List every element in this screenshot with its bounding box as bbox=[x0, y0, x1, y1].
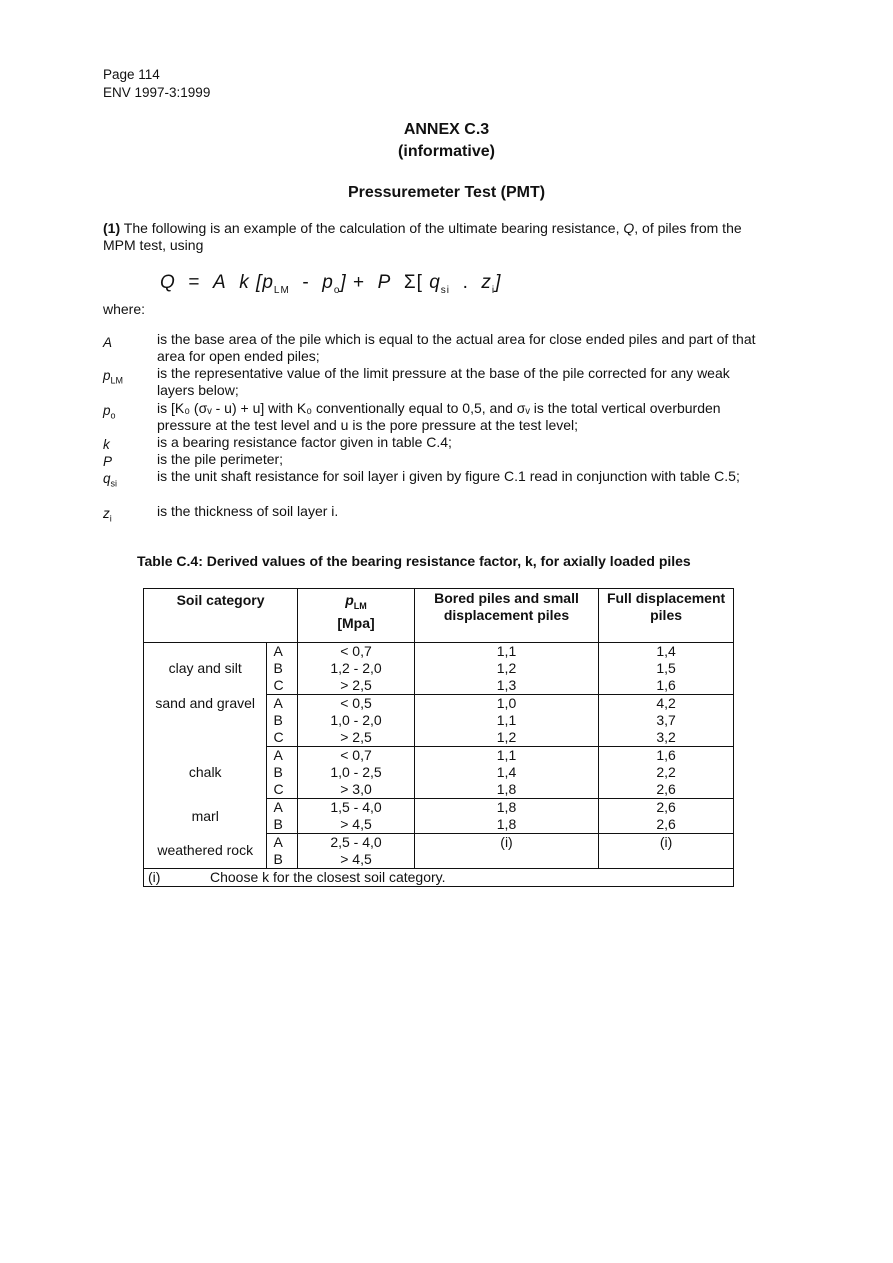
where-label: where: bbox=[103, 301, 146, 317]
bored-k-cell bbox=[414, 851, 598, 869]
plm-cell: 1,0 - 2,5 bbox=[298, 764, 415, 781]
table-row bbox=[144, 643, 734, 661]
def-text-p: is the pile perimeter; bbox=[157, 451, 284, 467]
table-row bbox=[144, 799, 734, 817]
full-k-cell: 1,5 bbox=[599, 660, 734, 677]
subclass-cell: B bbox=[267, 816, 298, 834]
plm-cell: < 0,7 bbox=[298, 643, 415, 661]
table-note: (i) Choose k for the closest soil category. bbox=[144, 869, 734, 887]
def-text-a: is the base area of the pile which is equal to the actual area for close ended piles and part of that area for open ended piles; bbox=[157, 331, 756, 364]
plm-cell: > 4,5 bbox=[298, 816, 415, 834]
bearing-resistance-table bbox=[143, 588, 734, 887]
plm-cell: 1,0 - 2,0 bbox=[298, 712, 415, 729]
subclass-cell: B bbox=[267, 851, 298, 869]
table-body bbox=[144, 643, 734, 869]
subclass-cell: C bbox=[267, 781, 298, 799]
annex-heading: Pressuremeter Test (PMT) bbox=[347, 184, 546, 201]
bored-k-cell: 1,1 bbox=[414, 643, 598, 661]
bored-k-cell: 1,8 bbox=[414, 799, 598, 817]
subclass-cell: A bbox=[267, 695, 298, 713]
bored-k-cell: 1,1 bbox=[414, 712, 598, 729]
subclass-cell: C bbox=[267, 677, 298, 695]
subclass-cell: A bbox=[267, 643, 298, 661]
full-k-cell: 2,6 bbox=[599, 781, 734, 799]
bored-k-cell: 1,3 bbox=[414, 677, 598, 695]
intro-text-b: , of piles from the MPM test, using bbox=[103, 220, 742, 253]
col-header-soil: Soil category bbox=[144, 589, 298, 643]
def-text-plm: is the representative value of the limit pressure at the base of the pile corrected for any weak layers below; bbox=[157, 365, 730, 398]
bored-k-cell: 1,8 bbox=[414, 816, 598, 834]
bored-k-cell: 1,8 bbox=[414, 781, 598, 799]
bored-k-cell: 1,4 bbox=[414, 764, 598, 781]
subclass-cell: B bbox=[267, 660, 298, 677]
full-k-cell: 1,6 bbox=[599, 677, 734, 695]
table-row bbox=[144, 747, 734, 765]
plm-cell: 2,5 - 4,0 bbox=[298, 834, 415, 852]
document-code: ENV 1997-3:1999 bbox=[103, 85, 211, 100]
def-symbol-plm: $p_{LM}$ bbox=[103, 368, 124, 386]
bored-k-cell: 1,0 bbox=[414, 695, 598, 713]
def-symbol-a: A bbox=[103, 335, 113, 350]
full-k-cell: 4,2 bbox=[599, 695, 734, 713]
plm-cell: > 2,5 bbox=[298, 677, 415, 695]
bored-k-cell: (i) bbox=[414, 834, 598, 852]
full-k-cell: 2,6 bbox=[599, 816, 734, 834]
plm-cell: > 4,5 bbox=[298, 851, 415, 869]
def-symbol-zi: $z_i$ bbox=[103, 506, 112, 524]
plm-cell: 1,2 - 2,0 bbox=[298, 660, 415, 677]
annex-title: ANNEX C.3 bbox=[403, 121, 490, 138]
col-header-plm: $p_{LM}$ [Mpa] bbox=[298, 589, 415, 643]
def-symbol-qsi: $q_{si}$ bbox=[103, 471, 118, 489]
soil-category-cell: chalk bbox=[144, 747, 267, 799]
clause-number: (1) bbox=[103, 220, 121, 236]
subclass-cell: B bbox=[267, 764, 298, 781]
soil-category-cell: clay and silt bbox=[144, 643, 267, 695]
intro-symbol: Q bbox=[623, 220, 635, 236]
page-number: Page 114 bbox=[103, 67, 160, 82]
plm-cell: 1,5 - 4,0 bbox=[298, 799, 415, 817]
def-text-k: is a bearing resistance factor given in table C.4; bbox=[157, 434, 452, 450]
full-k-cell bbox=[599, 851, 734, 869]
def-text-zi: is the thickness of soil layer i. bbox=[157, 503, 339, 519]
soil-category-cell: marl bbox=[144, 799, 267, 834]
table-row bbox=[144, 695, 734, 713]
bored-k-cell: 1,2 bbox=[414, 660, 598, 677]
table-caption: Table C.4: Derived values of the bearing resistance factor, k, for axially loaded piles bbox=[137, 553, 691, 569]
soil-category-cell: weathered rock bbox=[144, 834, 267, 869]
full-k-cell: 3,7 bbox=[599, 712, 734, 729]
plm-cell: < 0,7 bbox=[298, 747, 415, 765]
table-row bbox=[144, 834, 734, 852]
def-symbol-po: $p_o$ bbox=[103, 403, 116, 421]
def-symbol-k: k bbox=[103, 437, 110, 452]
bored-k-cell: 1,2 bbox=[414, 729, 598, 747]
subclass-cell: A bbox=[267, 799, 298, 817]
bored-k-cell: 1,1 bbox=[414, 747, 598, 765]
annex-subtitle: (informative) bbox=[398, 143, 495, 160]
subclass-cell: C bbox=[267, 729, 298, 747]
soil-category-cell: sand and gravel bbox=[144, 695, 267, 747]
plm-cell: < 0,5 bbox=[298, 695, 415, 713]
full-k-cell: 1,4 bbox=[599, 643, 734, 661]
formula: Q = A k $[p_{LM} - p_o] + P$ Σ[ $q_{si}$ . $z_i$] bbox=[160, 272, 502, 296]
def-text-qsi: is the unit shaft resistance for soil layer i given by figure C.1 read in conjunction with table C.5; bbox=[157, 468, 740, 484]
def-symbol-p: P bbox=[103, 454, 113, 469]
full-k-cell: 2,6 bbox=[599, 799, 734, 817]
full-k-cell: 1,6 bbox=[599, 747, 734, 765]
col-header-full: Full displacement piles bbox=[599, 589, 734, 643]
subclass-cell: A bbox=[267, 834, 298, 852]
full-k-cell: 2,2 bbox=[599, 764, 734, 781]
subclass-cell: B bbox=[267, 712, 298, 729]
plm-cell: > 2,5 bbox=[298, 729, 415, 747]
plm-cell: > 3,0 bbox=[298, 781, 415, 799]
def-text-po: is [K₀ (σᵥ - u) + u] with K₀ conventionally equal to 0,5, and σᵥ is the total vertical overburden pressure at the test level and u is the pore pressure at the test level; bbox=[157, 400, 721, 433]
col-header-bored: Bored piles and small displacement piles bbox=[414, 589, 598, 643]
intro-paragraph bbox=[103, 220, 773, 254]
intro-text-a: The following is an example of the calculation of the ultimate bearing resistance, bbox=[120, 220, 624, 236]
full-k-cell: (i) bbox=[599, 834, 734, 852]
full-k-cell: 3,2 bbox=[599, 729, 734, 747]
subclass-cell: A bbox=[267, 747, 298, 765]
